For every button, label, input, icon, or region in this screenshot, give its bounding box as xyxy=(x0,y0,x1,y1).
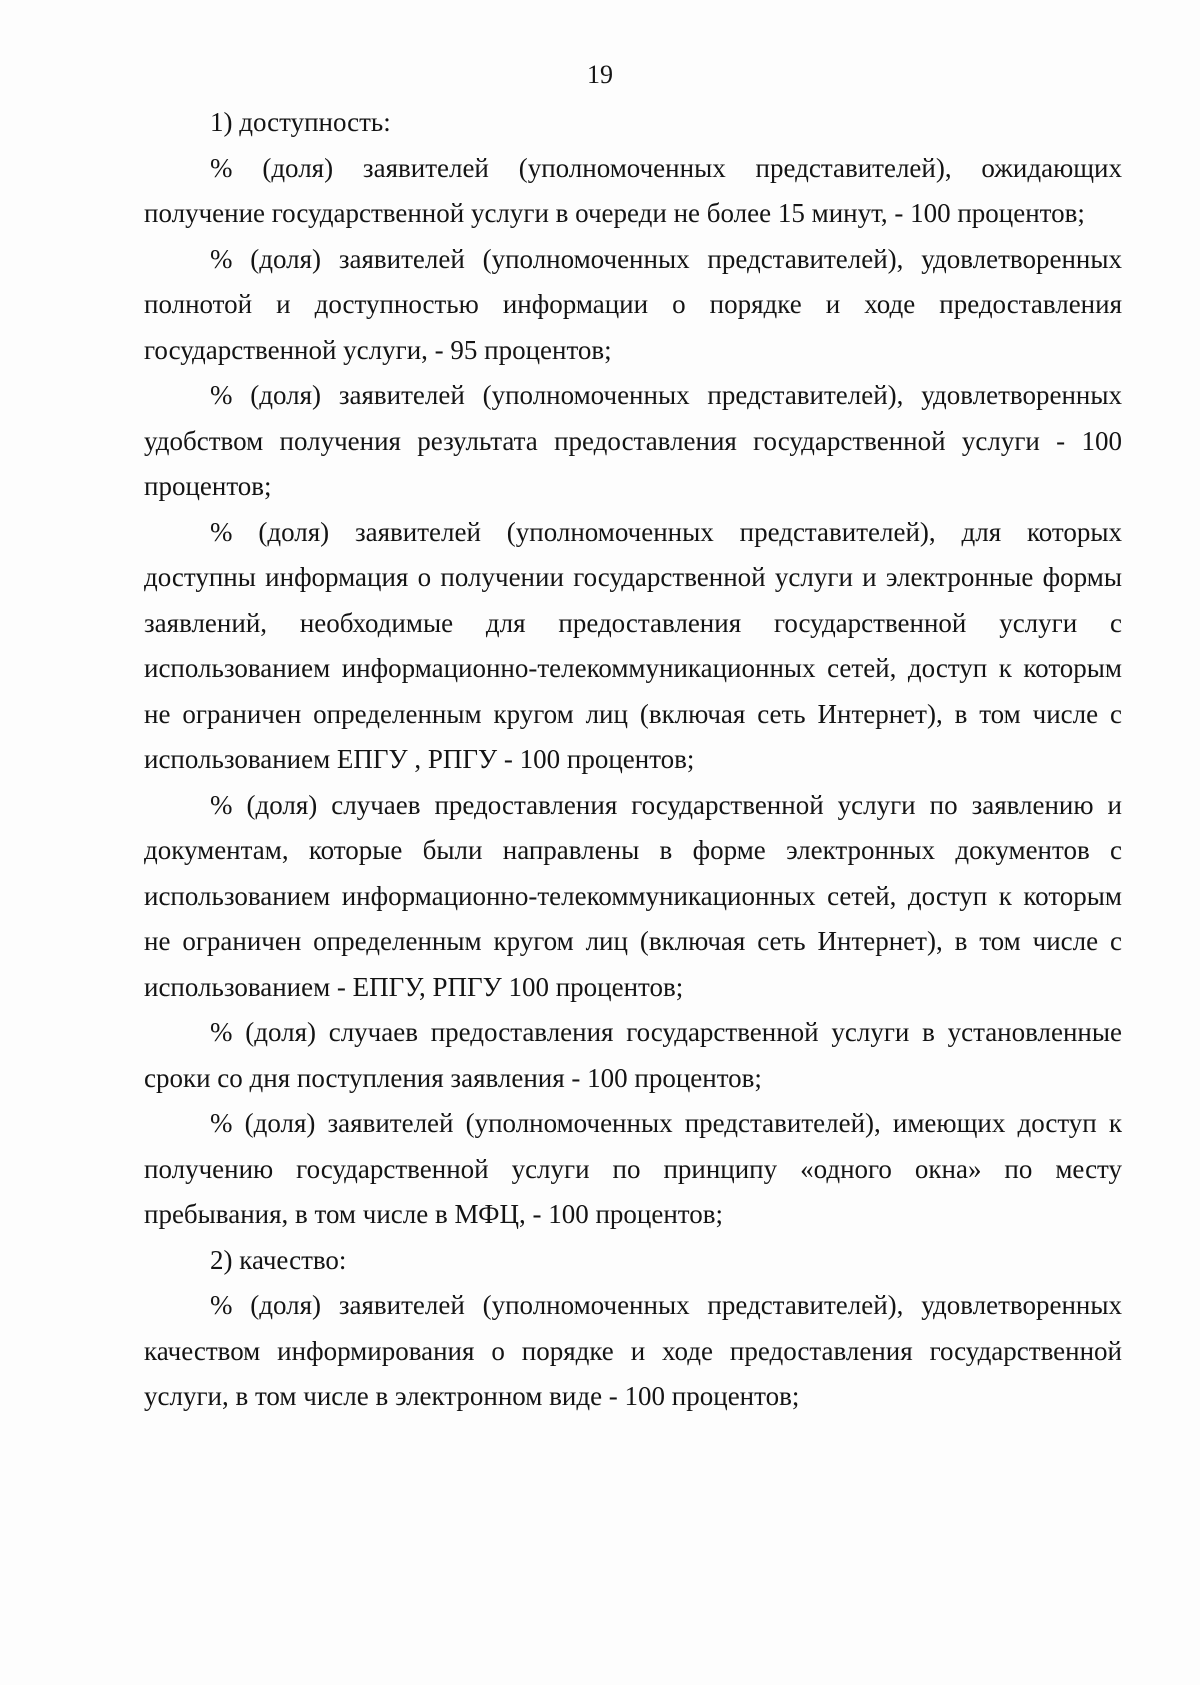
paragraph-result-convenience: % (доля) заявителей (уполномоченных представителей), удовлетворенных удобством получения результата предоставления государственной услуги - 100 процентов; xyxy=(144,380,1122,501)
paragraph-informing-quality: % (доля) заявителей (уполномоченных представителей), удовлетворенных качеством информирования о порядке и ходе предоставления государственной услуги, в том числе в электронном виде - 100 процентов; xyxy=(144,1290,1122,1411)
document-body xyxy=(144,100,1122,1420)
paragraph-queue-wait: % (доля) заявителей (уполномоченных представителей), ожидающих получение государственной услуги в очереди не более 15 минут, - 100 процентов; xyxy=(144,152,1122,228)
section-heading-quality: 2) качество: xyxy=(210,1244,347,1275)
section-heading-accessibility: 1) доступность: xyxy=(210,107,391,137)
paragraph-deadlines: % (доля) случаев предоставления государственной услуги в установленные сроки со дня поступления заявления - 100 процентов; xyxy=(144,1017,1122,1093)
paragraph-information-completeness: % (доля) заявителей (уполномоченных представителей), удовлетворенных полнотой и доступностью информации о порядке и ходе предоставления государственной услуги, - 95 процентов; xyxy=(144,243,1122,365)
paragraph-electronic-documents: % (доля) случаев предоставления государственной услуги по заявлению и документам, которые были направлены в форме электронных документов с использованием информационно-телекоммуникационных сетей, доступ к которым не ограничен определенным кругом лиц (включая сеть Интернет), в том числе с использованием - ЕПГУ, РПГУ 100 процентов; xyxy=(144,789,1122,1002)
page-number: 19 xyxy=(587,60,613,89)
paragraph-electronic-forms-access: % (доля) заявителей (уполномоченных представителей), для которых доступны информация о получении государственной услуги и электронные формы заявлений, необходимые для предоставления государственной услуги с использованием информационно-телекоммуникационных сетей, доступ к которым не ограничен определенным кругом лиц (включая сеть Интернет), в том числе с использованием ЕПГУ , РПГУ - 100 процентов; xyxy=(144,516,1122,774)
paragraph-one-window: % (доля) заявителей (уполномоченных представителей), имеющих доступ к получению государственной услуги по принципу «одного окна» по месту пребывания, в том числе в МФЦ, - 100 процентов; xyxy=(144,1108,1122,1229)
